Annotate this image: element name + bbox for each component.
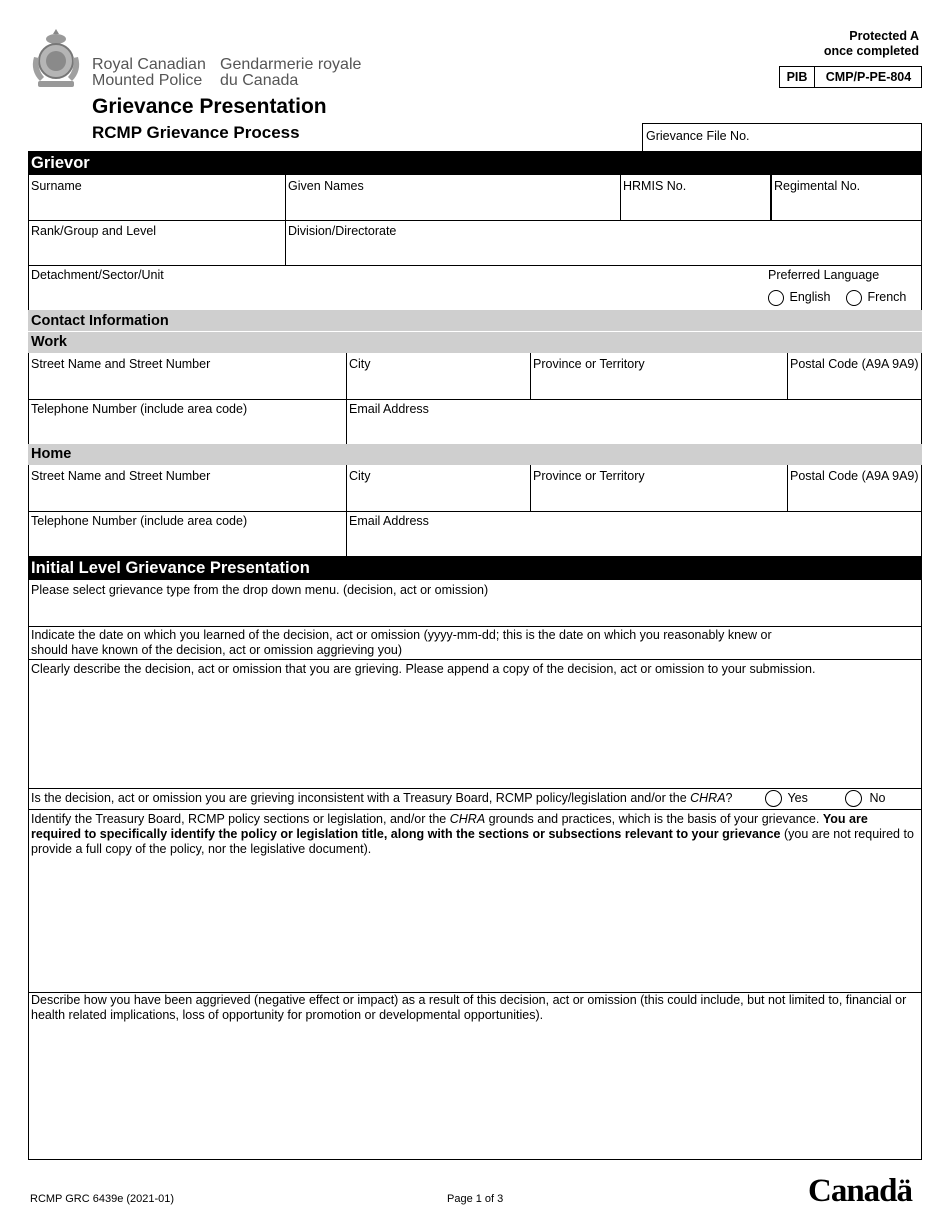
page-subtitle: RCMP Grievance Process	[92, 123, 300, 142]
given-names-field[interactable]	[286, 175, 620, 220]
work-street-label: Street Name and Street Number	[31, 357, 211, 371]
date-learned-label	[31, 628, 772, 658]
page-number: Page 1 of 3	[447, 1193, 504, 1205]
work-postal-label: Postal Code (A9A 9A9)	[790, 357, 919, 371]
home-city-field[interactable]	[347, 465, 530, 511]
identify-policy-field[interactable]	[28, 810, 922, 992]
grievance-type-select[interactable]	[28, 580, 922, 626]
home-phone-label: Telephone Number (include area code)	[31, 514, 248, 528]
french-option[interactable]	[846, 290, 906, 306]
division-label: Division/Directorate	[288, 224, 397, 238]
grievance-type-label: Please select grievance type from the drop down menu. (decision, act or omission)	[31, 583, 489, 597]
hrmis-label: HRMIS No.	[623, 179, 687, 193]
protected-notice	[824, 29, 919, 59]
surname-field[interactable]	[28, 175, 285, 220]
regimental-field[interactable]	[771, 175, 922, 220]
canada-wordmark	[808, 1173, 912, 1210]
home-street-field[interactable]	[28, 465, 346, 511]
home-province-field[interactable]	[531, 465, 787, 511]
preferred-language-label: Preferred Language	[768, 268, 880, 282]
grievor-heading: Grievor	[28, 151, 922, 175]
org-name-en-line1: Royal Canadian	[92, 56, 206, 73]
identify-text-c: (you are not required to provide a full copy of the policy, nor the legislative document).	[31, 827, 914, 856]
detachment-field[interactable]	[28, 266, 764, 310]
describe-decision-field[interactable]	[28, 660, 922, 788]
identify-policy-label	[31, 812, 919, 857]
preferred-language-group	[765, 266, 922, 310]
identify-chra: CHRA	[449, 812, 486, 826]
describe-decision-label: Clearly describe the decision, act or omission that you are grieving. Please append a copy of the decision, act or omission to your submission.	[31, 662, 816, 676]
contact-heading: Contact Information	[28, 310, 922, 332]
pib-label: PIB	[786, 70, 808, 84]
yes-option[interactable]	[765, 790, 808, 807]
pib-box	[779, 66, 922, 88]
inconsistent-question	[28, 789, 922, 809]
protected-line2: once completed	[823, 44, 919, 58]
home-postal-field[interactable]	[788, 465, 922, 511]
work-email-field[interactable]	[347, 400, 922, 444]
no-option[interactable]	[845, 790, 885, 807]
home-postal-label: Postal Code (A9A 9A9)	[790, 469, 919, 483]
work-province-field[interactable]	[531, 353, 787, 399]
aggrieved-field[interactable]	[28, 993, 922, 1159]
yes-radio[interactable]	[765, 790, 782, 807]
org-name-en	[92, 57, 206, 89]
org-name-fr-line1: Gendarmerie royale	[220, 56, 362, 73]
identify-text-b: grounds and practices, which is the basis of your grievance.	[485, 812, 823, 826]
aggrieved-label: Describe how you have been aggrieved (negative effect or impact) as a result of this decision, act or omission (this could include, but not limited to, financial or health related implications, loss of opportunity for promotion or developmental opportunities).	[31, 993, 907, 1022]
inconsistent-label	[31, 791, 733, 806]
grievance-file-no-label: Grievance File No.	[646, 129, 750, 143]
initial-level-heading: Initial Level Grievance Presentation	[28, 556, 922, 580]
french-radio[interactable]	[846, 290, 862, 306]
work-heading: Work	[28, 332, 922, 353]
work-postal-field[interactable]	[788, 353, 922, 399]
hrmis-field[interactable]	[621, 175, 770, 220]
identify-text-bold: You are required to specifically identify the policy or legislation title, along with the sections or subsections relevant to your grievance	[31, 812, 868, 841]
inconsistent-text-b: ?	[725, 791, 733, 805]
home-phone-field[interactable]	[28, 512, 346, 556]
given-names-label: Given Names	[288, 179, 364, 193]
form-id: RCMP GRC 6439e (2021-01)	[30, 1193, 175, 1205]
protected-line1: Protected A	[849, 29, 919, 43]
surname-label: Surname	[31, 179, 82, 193]
english-option[interactable]	[768, 290, 830, 306]
date-learned-line1: Indicate the date on which you learned of the decision, act or omission (yyyy-mm-dd; this is the date on which you reasonably knew or	[31, 628, 772, 642]
org-name-en-line2: Mounted Police	[92, 72, 203, 89]
home-email-field[interactable]	[347, 512, 922, 556]
division-field[interactable]	[286, 221, 922, 265]
work-phone-label: Telephone Number (include area code)	[31, 402, 248, 416]
detachment-label: Detachment/Sector/Unit	[31, 268, 164, 282]
home-email-label: Email Address	[349, 514, 429, 528]
date-learned-line2: should have known of the decision, act or omission aggrieving you)	[31, 643, 403, 657]
work-city-field[interactable]	[347, 353, 530, 399]
identify-text-a: Identify the Treasury Board, RCMP policy sections or legislation, and/or the	[31, 812, 450, 826]
rcmp-crest-icon	[28, 27, 84, 89]
home-street-label: Street Name and Street Number	[31, 469, 211, 483]
work-email-label: Email Address	[349, 402, 429, 416]
english-radio[interactable]	[768, 290, 784, 306]
yes-label: Yes	[787, 790, 808, 805]
work-province-label: Province or Territory	[533, 357, 645, 371]
rank-field[interactable]	[28, 221, 285, 265]
inconsistent-text-a: Is the decision, act or omission you are grieving inconsistent with a Treasury Board, RCMP policy/legislation and/or the	[31, 791, 691, 805]
no-label: No	[869, 790, 886, 805]
rank-label: Rank/Group and Level	[31, 224, 157, 238]
home-province-label: Province or Territory	[533, 469, 645, 483]
org-name-fr-line2: du Canada	[220, 72, 299, 89]
org-name-fr	[220, 57, 361, 89]
home-heading: Home	[28, 444, 922, 465]
work-city-label: City	[349, 357, 371, 371]
inconsistent-chra: CHRA	[690, 791, 726, 805]
french-label: French	[867, 290, 907, 305]
no-radio[interactable]	[845, 790, 862, 807]
pib-value: CMP/P-PE-804	[825, 70, 912, 84]
work-street-field[interactable]	[28, 353, 346, 399]
regimental-label: Regimental No.	[774, 179, 861, 193]
grievance-file-no-field[interactable]	[642, 123, 922, 151]
home-city-label: City	[349, 469, 371, 483]
work-phone-field[interactable]	[28, 400, 346, 444]
page-title: Grievance Presentation	[92, 95, 327, 118]
date-learned-field[interactable]	[28, 627, 922, 659]
canada-wordmark-text: Canadä	[808, 1173, 913, 1209]
english-label: English	[789, 290, 831, 305]
